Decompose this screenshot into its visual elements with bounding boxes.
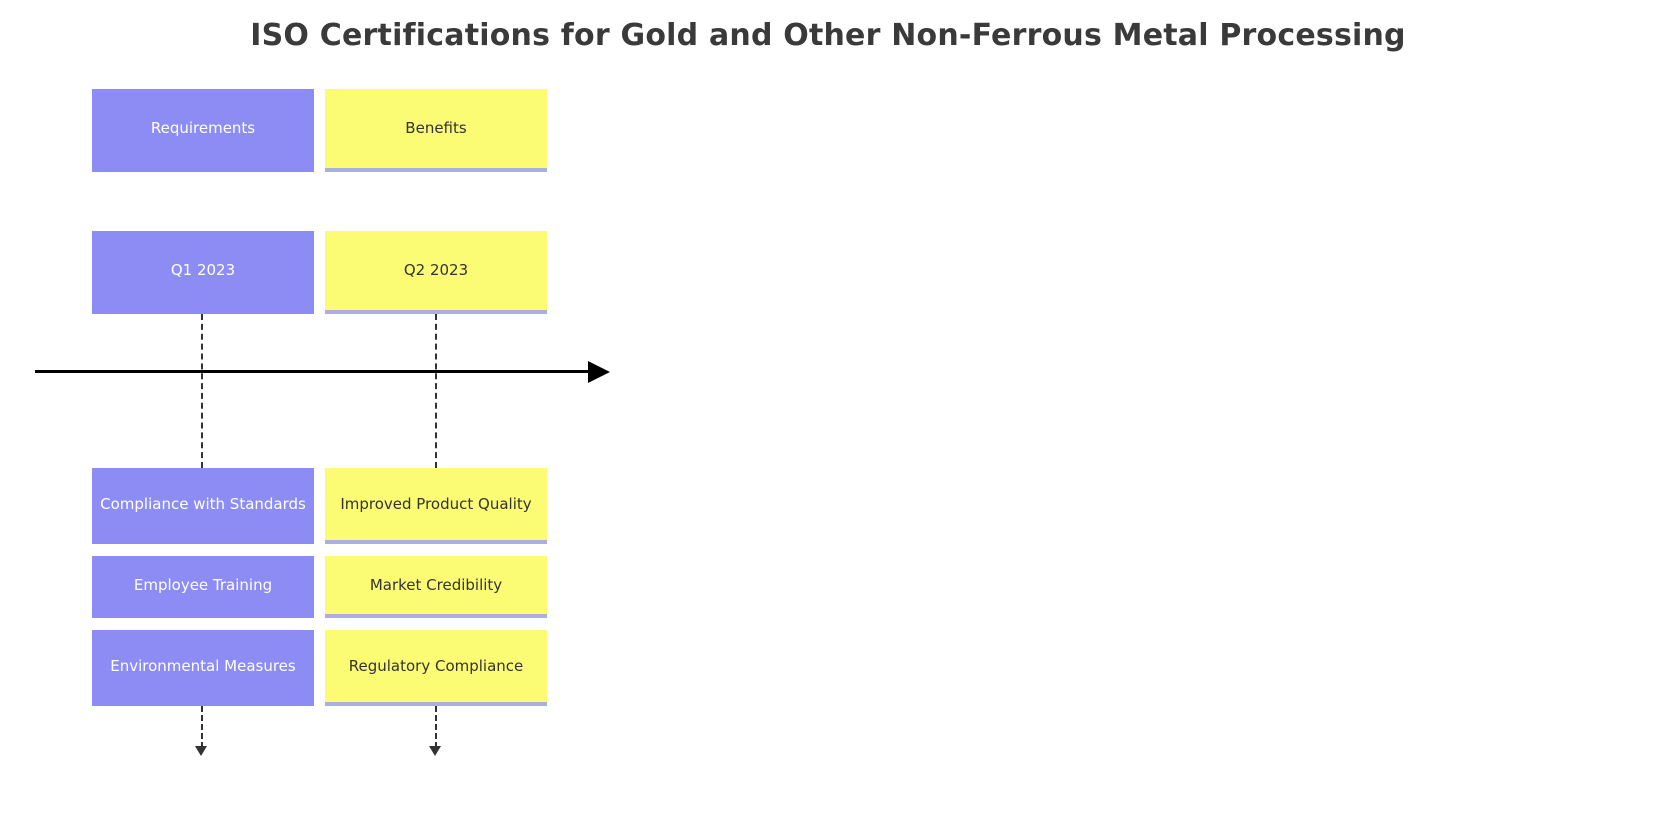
connector-line-requirements-lower [201,706,203,748]
item-improved-product-quality [325,468,547,544]
connector-arrow-requirements [195,746,207,756]
item-market-credibility [325,556,547,618]
item-regulatory-compliance-label: Regulatory Compliance [348,656,524,675]
column-header-requirements-label: Requirements [150,119,256,138]
item-regulatory-compliance [325,630,547,706]
item-employee-training-label: Employee Training [133,575,273,594]
period-label-q1-text: Q1 2023 [170,261,236,280]
column-header-benefits [325,89,547,172]
timeline-axis-arrow [588,361,610,383]
item-employee-training [92,556,314,618]
item-environmental-measures [92,630,314,706]
item-compliance-with-standards [92,468,314,544]
period-label-q2 [325,231,547,314]
page-title: ISO Certifications for Gold and Other Non-Ferrous Metal Processing [250,18,1406,53]
item-improved-product-quality-label: Improved Product Quality [340,494,532,513]
timeline-axis [35,370,590,373]
connector-arrow-benefits [429,746,441,756]
period-label-q1 [92,231,314,314]
column-header-requirements [92,89,314,172]
connector-line-benefits-upper [435,314,437,468]
item-environmental-measures-label: Environmental Measures [110,656,296,675]
item-market-credibility-label: Market Credibility [369,575,503,594]
item-compliance-with-standards-label: Compliance with Standards [100,494,306,513]
period-label-q2-text: Q2 2023 [403,261,469,280]
column-header-benefits-label: Benefits [405,119,467,138]
connector-line-requirements-upper [201,314,203,468]
connector-line-benefits-lower [435,706,437,748]
